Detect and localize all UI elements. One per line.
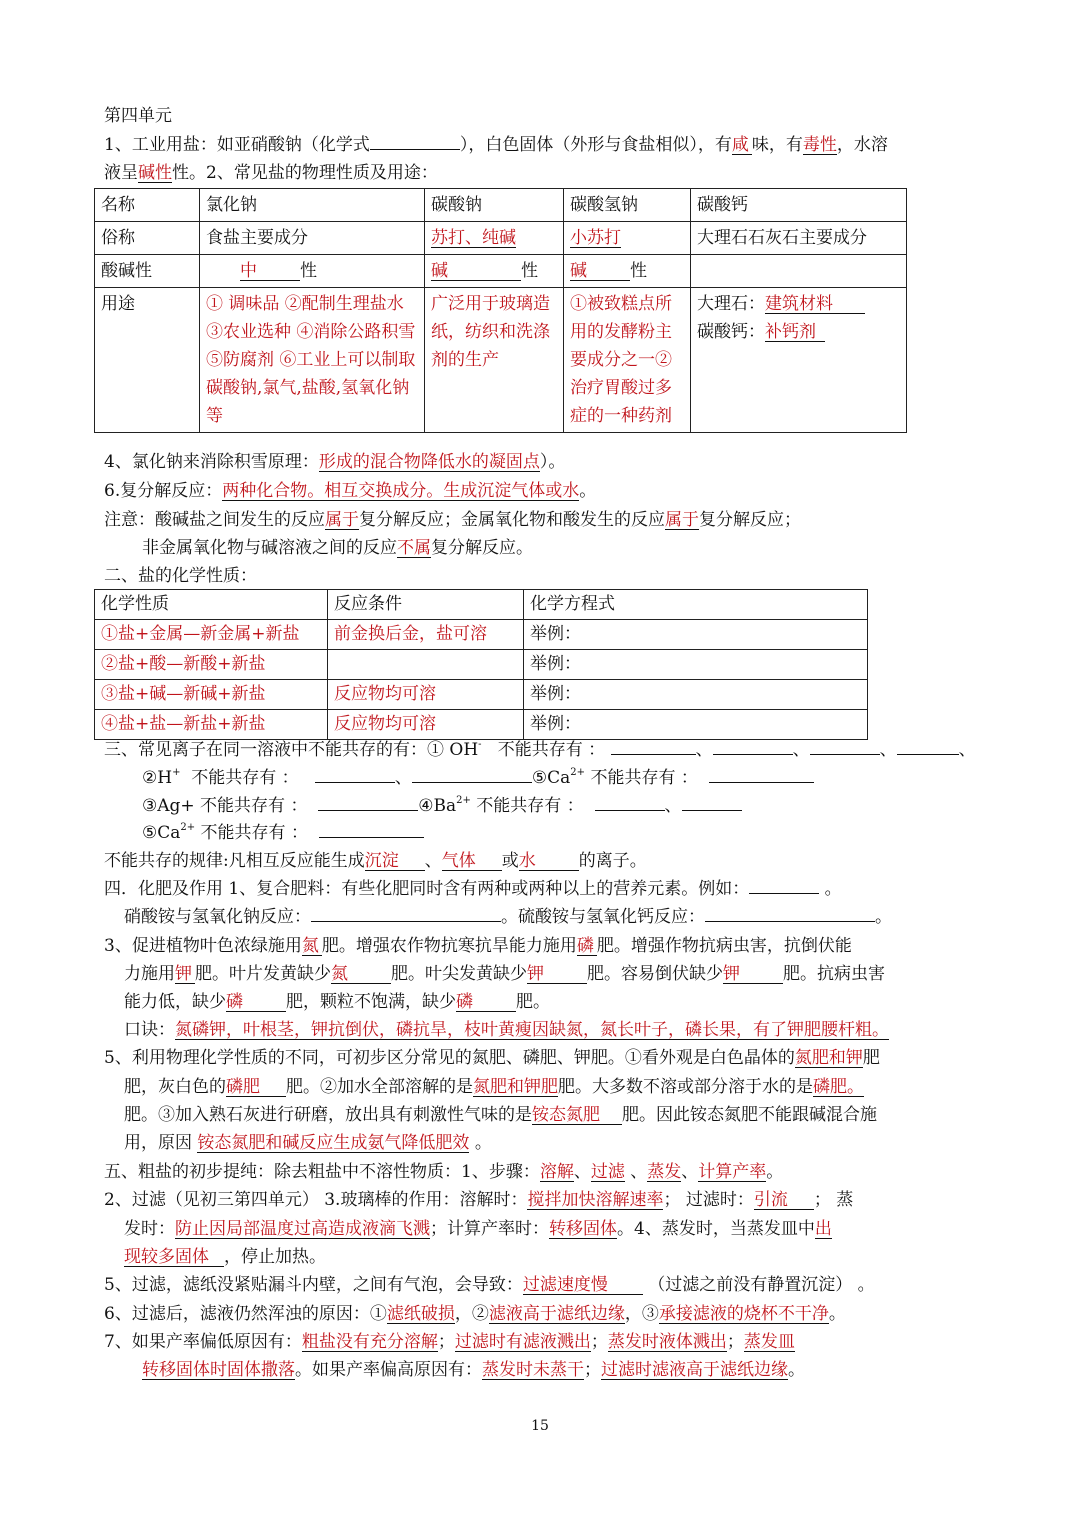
salt-chemical-properties-table: [94, 589, 868, 740]
section-5-line-4: 现较多固体 ，停止加热。: [124, 1247, 326, 1267]
table-cell: 小苏打: [564, 222, 691, 255]
section-4-line-2: 硝酸铵与氢氧化钠反应： 。硫酸铵与氢氧化钙反应： 。: [124, 907, 892, 927]
para-5-line-1: 5、利用物理化学性质的不同，可初步区分常见的氮肥、磷肥、钾肥。①看外观是白色晶体的氮肥和钾肥: [104, 1048, 880, 1068]
para-4: 4、氯化钠来消除积雪原理：形成的混合物降低水的凝固点）。: [104, 452, 566, 472]
para-5-line-2: 肥，灰白色的磷肥 肥。②加水全部溶解的是氮肥和钾肥肥。大多数不溶或部分溶于水的是磷肥。: [124, 1077, 864, 1097]
section-5-line-8: 转移固体时固体撒落。如果产率偏高原因有：蒸发时未蒸干；过滤时滤液高于滤纸边缘。: [142, 1360, 805, 1380]
para-1-line-2: 液呈碱性性。2、常见盐的物理性质及用途：: [104, 163, 438, 183]
note-line-1: 注意：酸碱盐之间发生的反应属于复分解反应；金属氧化物和酸发生的反应属于复分解反应；: [104, 510, 801, 530]
table-cell: 举例：: [524, 650, 868, 680]
table-row: [95, 710, 868, 740]
para-5-line-4: 用，原因 铵态氮肥和碱反应生成氨气降低肥效 。: [124, 1133, 492, 1153]
table-cell: 广泛用于玻璃造纸，纺织和洗涤剂的生产: [425, 288, 564, 433]
para-1-line-1: 1、工业用盐：如亚硝酸钠（化学式 ），白色固体（外形与食盐相似），有咸 味，有毒性，水溶: [104, 135, 888, 155]
coexist-rule: 不能共存的规律:凡相互反应能生成沉淀 、气体 或水 的离子。: [104, 851, 647, 871]
table-row: [95, 590, 868, 620]
section-5-line-2: 2、过滤（见初三第四单元） 3.玻璃棒的作用：溶解时：搅拌加快溶解速率； 过滤时：引流 ； 蒸: [104, 1190, 854, 1210]
ions-line-2: ②H+ 不能共存有 ： 、 $⑤Ca^{2+}$ 不能共存有 ：: [142, 768, 1022, 788]
table-cell: 化学方程式: [524, 590, 868, 620]
table-cell: ④盐+盐—新盐+新盐: [95, 710, 328, 740]
page-number: 15: [531, 1418, 549, 1434]
table-row: [95, 222, 907, 255]
section-5-line-5: 5、过滤，滤纸没紧贴漏斗内壁，之间有气泡，会导致：过滤速度慢 （过滤之前没有静置沉淀） 。: [104, 1275, 875, 1295]
ions-line-4: $⑤Ca^{2+}$ 不能共存有 ：: [142, 823, 1022, 843]
table-cell: ③盐+碱—新碱+新盐: [95, 680, 328, 710]
table-cell: 举例：: [524, 620, 868, 650]
unit-heading: 第四单元: [104, 106, 172, 126]
table-cell: 化学性质: [95, 590, 328, 620]
table-row: [95, 680, 868, 710]
table-cell: 氯化钠: [200, 189, 425, 222]
table-cell: 大理石：建筑材料 碳酸钙：补钙剂: [691, 288, 907, 433]
table-cell: ①被致糕点所用的发酵粉主要成分之一②治疗胃酸过多症的一种药剂: [564, 288, 691, 433]
table-cell: 碳酸钙: [691, 189, 907, 222]
table-cell: 反应物均可溶: [328, 680, 524, 710]
table-cell: [328, 650, 524, 680]
section-5-line-3: 发时：防止因局部温度过高造成液滴飞溅；计算产率时：转移固体。4、蒸发时，当蒸发皿中出: [124, 1219, 832, 1239]
table-cell: 用途: [95, 288, 200, 433]
table-row: [95, 189, 907, 222]
mnemonic: 口诀：氮磷钾，叶根茎，钾抗倒伏，磷抗旱，枝叶黄瘦因缺氮，氮长叶子，磷长果，有了钾肥腰杆粗。: [124, 1020, 889, 1040]
section-5-line-6: 6、过滤后，滤液仍然浑浊的原因：①滤纸破损，②滤液高于滤纸边缘，③承接滤液的烧杯不干净。: [104, 1304, 846, 1324]
table-cell: 食盐主要成分: [200, 222, 425, 255]
section-5-line-7: 7、如果产率偏低原因有：粗盐没有充分溶解；过滤时有滤液溅出；蒸发时液体溅出；蒸发皿: [104, 1332, 795, 1352]
para-6: 6.复分解反应：两种化合物。相互交换成分。生成沉淀气体或水。: [104, 481, 597, 501]
table-row: [95, 255, 907, 288]
ions-line-3: ③Ag+ 不能共存有 ： $④Ba^{2+}$ 不能共存有 ： 、: [142, 796, 1022, 816]
salt-properties-table: [94, 188, 907, 433]
table-cell: 大理石石灰石主要成分: [691, 222, 907, 255]
note-line-2: 非金属氧化物与碱溶液之间的反应不属复分解反应。: [142, 538, 533, 558]
table-row: [95, 620, 868, 650]
table-cell: ②盐+酸—新酸+新盐: [95, 650, 328, 680]
section-2-title: 二、盐的化学性质：: [104, 566, 257, 586]
table-row: [95, 650, 868, 680]
table-cell: 碱 性: [425, 255, 564, 288]
table-cell: 举例：: [524, 680, 868, 710]
table-cell: ①盐+金属—新金属+新盐: [95, 620, 328, 650]
table-cell: 反应条件: [328, 590, 524, 620]
table-cell: [691, 255, 907, 288]
table-cell: 名称: [95, 189, 200, 222]
table-cell: 碳酸氢钠: [564, 189, 691, 222]
table-cell: 反应物均可溶: [328, 710, 524, 740]
para-3-line-2: 力施用钾 肥。叶片发黄缺少氮 肥。叶尖发黄缺少钾 肥。容易倒伏缺少钾 肥。抗病虫害: [124, 964, 885, 984]
para-3-line-3: 能力低，缺少磷 肥，颗粒不饱满，缺少磷 肥。: [124, 992, 550, 1012]
table-cell: 中 性: [200, 255, 425, 288]
table-cell: 前金换后金，盐可溶: [328, 620, 524, 650]
section-4-line-1: 四．化肥及作用 1、复合肥料：有些化肥同时含有两种或两种以上的营养元素。例如： 。: [104, 879, 842, 899]
table-cell: 俗称: [95, 222, 200, 255]
table-cell: 举例：: [524, 710, 868, 740]
section-5-line-1: 五、粗盐的初步提纯：除去粗盐中不溶性物质：1、步骤：溶解、过滤 、蒸发、计算产率。: [104, 1162, 784, 1182]
table-cell: 酸碱性: [95, 255, 200, 288]
table-cell: 苏打、纯碱: [425, 222, 564, 255]
table-row: [95, 288, 907, 433]
ions-line-1: 三、常见离子在同一溶液中不能共存的有：① OH- 不能共存有 ： 、 、 、 、: [104, 739, 976, 760]
para-5-line-3: 肥。③加入熟石灰进行研磨，放出具有刺激性气味的是铵态氮肥 肥。因此铵态氮肥不能跟碱混合施: [124, 1105, 877, 1125]
table-cell: ① 调味品 ②配制生理盐水 ③农业选种 ④消除公路积雪 ⑤防腐剂 ⑥工业上可以制取碳酸钠,氯气,盐酸,氢氧化钠等: [200, 288, 425, 433]
table-cell: 碳酸钠: [425, 189, 564, 222]
table-cell: 碱 性: [564, 255, 691, 288]
para-3-line-1: 3、促进植物叶色浓绿施用氮 肥。增强农作物抗寒抗旱能力施用磷 肥。增强作物抗病虫害，抗倒伏能: [104, 936, 852, 956]
